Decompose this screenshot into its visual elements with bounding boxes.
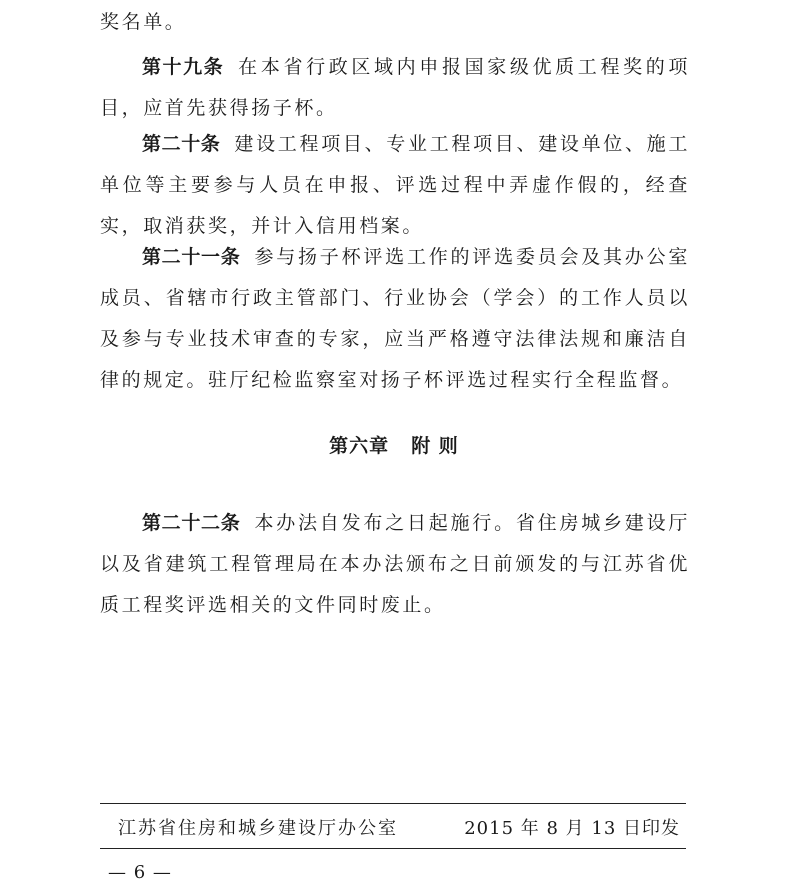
footer-issuer: 江苏省住房和城乡建设厅办公室: [118, 818, 398, 839]
page-number: — 6 —: [108, 862, 172, 883]
article-text: 在本省行政区域内申报国家级优质工程奖的项目，应首先获得扬子杯。: [100, 56, 690, 119]
chapter-heading: [0, 428, 788, 464]
article-heading: 第十九条: [142, 56, 225, 78]
article-21: [100, 237, 690, 401]
article-text: 参与扬子杯评选工作的评选委员会及其办公室成员、省辖市行政主管部门、行业协会（学会）的工作人员以及参与专业技术审查的专家，应当严格遵守法律法规和廉洁自律的规定。驻厅纪检监察室对扬子杯评选过程实行全程监督。: [100, 246, 690, 391]
article-text: 本办法自发布之日起施行。省住房城乡建设厅以及省建筑工程管理局在本办法颁布之日前颁发的与江苏省优质工程奖评选相关的文件同时废止。: [100, 512, 690, 616]
article-heading: 第二十二条: [142, 512, 241, 534]
article-heading: 第二十条: [142, 133, 221, 155]
paragraph-text: 奖名单。: [100, 11, 187, 33]
article-19: [100, 47, 690, 129]
chapter-number: 第六章: [329, 435, 390, 457]
footer-top-rule: [100, 803, 686, 804]
article-text: 建设工程项目、专业工程项目、建设单位、施工单位等主要参与人员在申报、评选过程中弄虚作假的，经查实，取消获奖，并计入信用档案。: [100, 133, 690, 237]
article-20: [100, 124, 690, 247]
paragraph-continuation: [100, 2, 690, 43]
article-heading: 第二十一条: [142, 246, 241, 268]
footer-bottom-rule: [100, 848, 686, 849]
article-22: [100, 503, 690, 626]
chapter-title: 附 则: [411, 435, 459, 457]
footer-print-date: 2015 年 8 月 13 日印发: [464, 818, 680, 839]
